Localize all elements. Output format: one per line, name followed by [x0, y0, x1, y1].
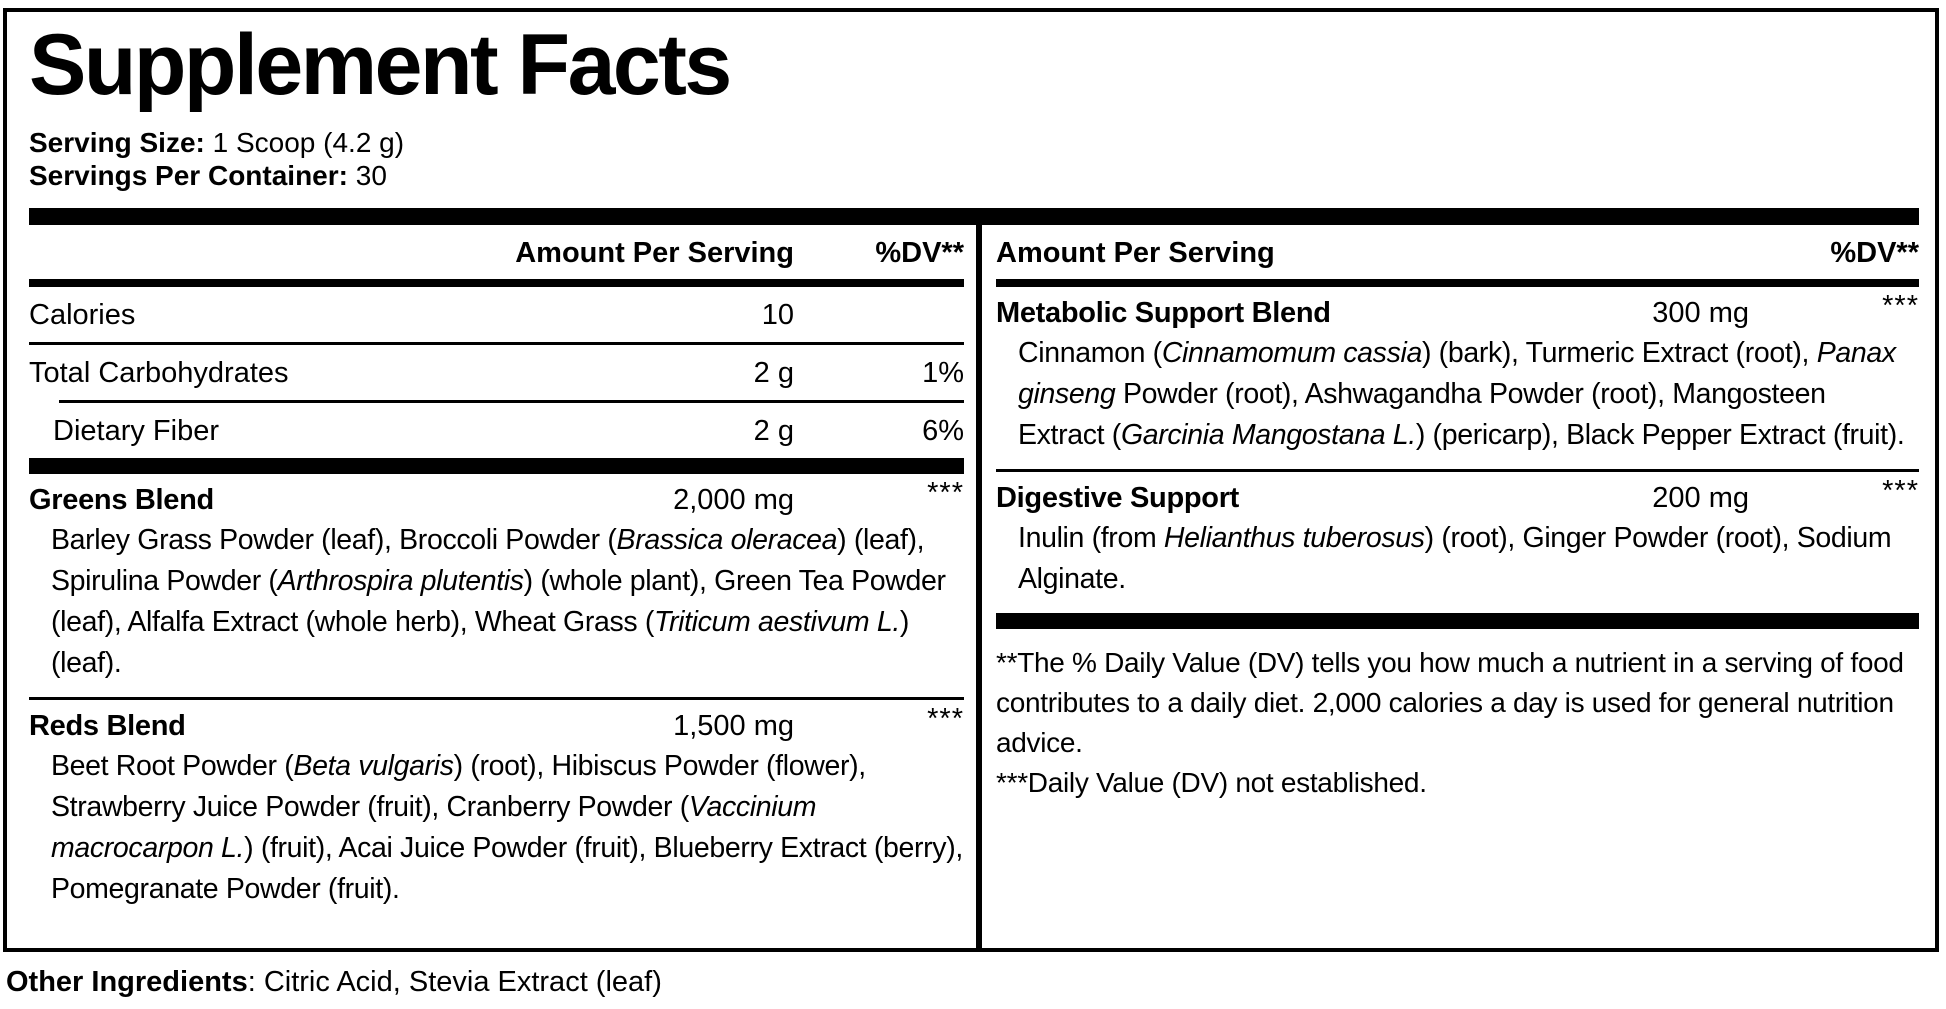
left-column-header	[29, 225, 964, 279]
servings-per-container-line	[29, 159, 1919, 192]
right-header-dv: %DV**	[1830, 237, 1919, 269]
calories-row	[29, 287, 964, 342]
left-section-bar	[29, 458, 964, 474]
digestive-support-row	[996, 472, 1919, 515]
reds-blend-dv: ***	[927, 703, 964, 735]
metabolic-support-blend-row	[996, 287, 1919, 330]
total-carbohydrates-row	[29, 345, 964, 400]
greens-blend-dv: ***	[927, 477, 964, 509]
greens-blend-amount: 2,000 mg	[673, 484, 794, 516]
digestive-support-amount: 200 mg	[1652, 482, 1749, 514]
metabolic-support-blend-name: Metabolic Support Blend	[996, 297, 1331, 329]
calories-amount: 10	[761, 299, 794, 331]
footnotes	[996, 629, 1919, 803]
left-header-dv: %DV**	[875, 237, 964, 269]
footnote-bar	[996, 613, 1919, 629]
metabolic-support-blend-ingredients: Cinnamon (Cinnamomum cassia) (bark), Turmeric Extract (root), Panax ginseng Powder (root), Ashwagandha Powder (root), Mangosteen Extract (Garcinia Mangostana L.) (pericarp), Black Pepper Extract (fruit).	[1018, 337, 1905, 451]
dietary-fiber-dv: 6%	[922, 415, 964, 447]
page-title: Supplement Facts	[29, 17, 730, 113]
greens-blend-name: Greens Blend	[29, 484, 214, 516]
servings-per-container-label: Servings Per Container:	[29, 160, 348, 191]
other-ingredients-line	[6, 966, 662, 999]
reds-blend-amount: 1,500 mg	[673, 710, 794, 742]
top-divider-bar	[29, 208, 1919, 225]
total-carbohydrates-label: Total Carbohydrates	[29, 357, 289, 389]
supplement-facts-panel	[3, 8, 1939, 952]
right-column	[982, 225, 1919, 948]
other-ingredients-label: Other Ingredients	[6, 966, 248, 998]
calories-label: Calories	[29, 299, 136, 331]
other-ingredients-value: : Citric Acid, Stevia Extract (leaf)	[247, 966, 662, 998]
servings-per-container-value: 30	[347, 160, 387, 191]
facts-columns	[29, 225, 1919, 948]
digestive-support-ingredients: Inulin (from Helianthus tuberosus) (root), Ginger Powder (root), Sodium Alginate.	[1018, 522, 1892, 595]
dietary-fiber-amount: 2 g	[753, 415, 794, 447]
metabolic-support-blend-amount: 300 mg	[1652, 297, 1749, 329]
dietary-fiber-row	[29, 403, 964, 458]
total-carbohydrates-amount: 2 g	[753, 357, 794, 389]
left-column	[29, 225, 964, 948]
serving-info	[29, 126, 1919, 192]
left-header-amount: Amount Per Serving	[515, 237, 794, 269]
reds-blend-row	[29, 700, 964, 743]
right-header-amount: Amount Per Serving	[996, 237, 1275, 269]
greens-blend-row	[29, 474, 964, 517]
right-column-header	[996, 225, 1919, 279]
serving-size-value: 1 Scoop (4.2 g)	[204, 127, 405, 158]
right-header-rule	[996, 279, 1919, 287]
left-header-rule	[29, 279, 964, 287]
metabolic-support-blend-dv: ***	[1882, 290, 1919, 322]
reds-blend-name: Reds Blend	[29, 710, 186, 742]
daily-value-footnote: **The % Daily Value (DV) tells you how much a nutrient in a serving of food contributes to a daily diet. 2,000 calories a day is used for general nutrition advice.	[996, 647, 1904, 758]
not-established-footnote: ***Daily Value (DV) not established.	[996, 767, 1427, 798]
dietary-fiber-label: Dietary Fiber	[53, 415, 219, 447]
digestive-support-dv: ***	[1882, 475, 1919, 507]
greens-blend-ingredients: Barley Grass Powder (leaf), Broccoli Powder (Brassica oleracea) (leaf), Spirulina Powder (Arthrospira plutentis) (whole plant), Green Tea Powder (leaf), Alfalfa Extract (whole herb), Wheat Grass (Triticum aestivum L.) (leaf).	[51, 524, 946, 679]
total-carbohydrates-dv: 1%	[922, 357, 964, 389]
serving-size-label: Serving Size:	[29, 127, 205, 158]
serving-size-line	[29, 126, 1919, 159]
reds-blend-ingredients: Beet Root Powder (Beta vulgaris) (root), Hibiscus Powder (flower), Strawberry Juice Powder (fruit), Cranberry Powder (Vaccinium macrocarpon L.) (fruit), Acai Juice Powder (fruit), Blueberry Extract (berry), Pomegranate Powder (fruit).	[51, 750, 963, 905]
digestive-support-name: Digestive Support	[996, 482, 1240, 514]
panel-inner	[7, 12, 1935, 948]
